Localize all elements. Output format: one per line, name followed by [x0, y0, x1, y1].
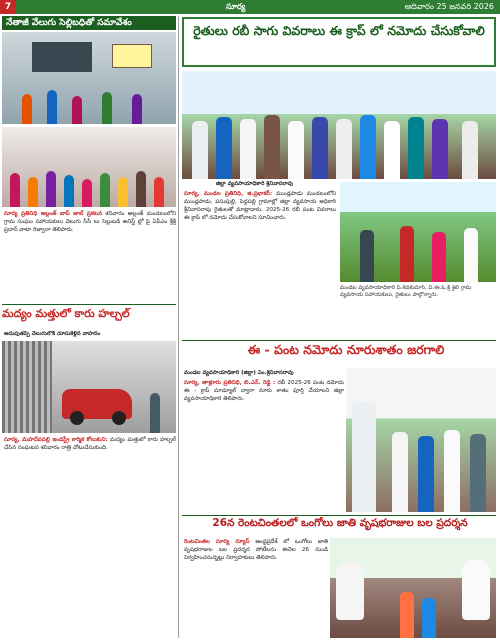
panta-photo-caption: మండల వ్యవసాయాధికారి (జిల్లా) ఏం.శ్రీనివాసరావు — [184, 370, 294, 376]
raitulu-byline: సూర్య, మండల ప్రతినిధి, జి.ప్రభాకర్‌: — [184, 191, 273, 197]
issue-date: ఆదివారం 25 జనవరి 2026 — [404, 2, 494, 11]
ongole-article-body — [184, 538, 328, 638]
ongole-body-text: ఆంధ్రప్రదేశ్ లో ఒంగోలు జాతి వృషభరాజుల బల ప్రదర్శన పోటీలను ఈనెల 26 నుండి నిర్వహించనున్నట్లు నిర్వాహకులు తెలిపారు. — [184, 539, 328, 562]
panta-headline: ఈ - పంట నమోదు నూరుశాతం జరగాలి — [247, 343, 445, 357]
madyam-article-body — [4, 436, 176, 638]
page-header-bar — [0, 0, 500, 14]
madyam-subhead: అదుపుతప్పి వెలుగులోకి దూసుకెళ్లిన వాహనం — [4, 331, 101, 337]
netaji-photo-1 — [2, 32, 176, 124]
panta-body-text: రబీ 2025-26 పంట నమోదు ఈ - క్రాప్ మాడ్యూల్ ద్వారా నూరు శాతం పూర్తి చేయాలని జిల్లా వ్యవసాయాధికారి తెలిపారు. — [184, 380, 344, 403]
raitulu-article-body — [184, 190, 336, 338]
raitulu-farmers-photo — [182, 71, 496, 179]
netaji-byline: సూర్య ప్రతినిధి అల్లంత్ బాప్ జాబ్ ప్రకటన — [4, 211, 103, 217]
panta-officials-photo — [346, 368, 496, 512]
raitulu-field-caption: మండల వ్యవసాయాధికారి పి.శివకుమార్, వి.ఈ.ఓ.శ్రీ శైల్ గ్రామ వ్యవసాయ సహాయకులు, రైతులు పాల్గొన్నారు. — [340, 285, 472, 299]
netaji-photo-2 — [2, 127, 176, 207]
netaji-headline: నేతాజీ వేలుగు సెల్లిబధితో సమావేశం — [2, 16, 176, 30]
ongole-byline: రెంటచింతల సూర్య న్యూస్ — [184, 539, 250, 545]
page-number: 7 — [0, 0, 16, 14]
madyam-car-photo — [2, 341, 176, 433]
ongole-bulls-photo — [330, 538, 496, 638]
madyam-headline: మద్యం మత్తులో కారు హల్చల్ — [2, 308, 130, 320]
madyam-byline: సూర్య, మహదేవపల్లి ఇండస్ట్రీ కార్మిక కోలుకుని: — [4, 437, 108, 443]
ongole-headline: 26న రెంటచింతలలో ఒంగోలు జాతి వృషభరాజుల బల ప్రదర్శన — [212, 517, 468, 529]
netaji-body-text: శనివారం అల్లంత్ మండలంలోని గ్రామ సంఘం సహాయకులు వెలుగు సీసీ లు సెల్లుబడి అనిస్ట్ ల్లో పై ఏపీఎం శ్రీశ్రీ ప్రదాన్ వాటా రిజ్వానా తెలిపారు. — [4, 211, 176, 234]
madyam-body-text: మద్యం మత్తులో కారు హల్చల్ చేసిన సంఘటన శనివారం రాత్రి చోటుచేసుకుంది. — [4, 437, 176, 452]
netaji-article-body — [4, 210, 176, 302]
raitulu-field-photo — [340, 182, 496, 282]
raitulu-headline: రైతులు రబీ సాగు వివరాలు ఈ క్రాప్ లో నమోదు చేసుకోవాలి — [182, 17, 496, 67]
panta-byline: సూర్య, తాళ్లూరు ప్రతినిధి, బి.ఎన్. రెడ్డి : — [184, 380, 276, 386]
raitulu-body-text: ముండ్లపాడు మండలంలోని ముండ్లపాడు, పసుపుల్లి, పెద్దపల్లి గ్రామాల్లో జిల్లా వ్యవసాయ అధికారి శ్రీనివాసరావు రైతులతో మాట్లాడారు. 2025-26 రబీ పంట వివరాలు ఈ క్రాప్ లో నమోదు చేసుకోవాలని సూచించారు. — [184, 191, 336, 222]
raitulu-photo-caption: జిల్లా వ్యవసాయాధికారి శ్రీనివాసరావు — [216, 181, 294, 187]
newspaper-name: సూర్య — [226, 2, 246, 11]
panta-article-body — [184, 379, 344, 513]
